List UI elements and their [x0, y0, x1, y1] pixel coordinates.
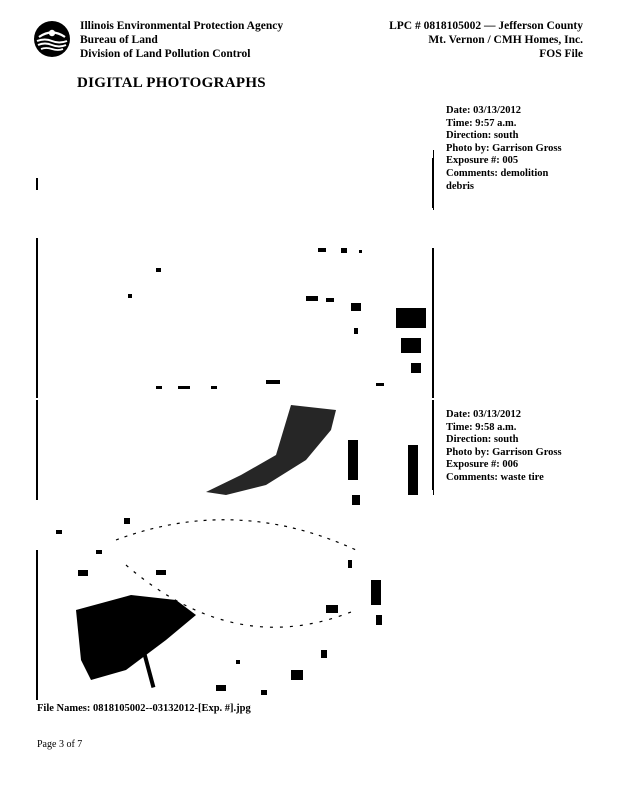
photo-direction: Direction: south — [446, 130, 519, 142]
photo-1-caption — [446, 105, 586, 193]
photo-date: Date: 03/13/2012 — [446, 409, 521, 420]
photo-time: Time: 9:57 a.m. — [446, 117, 517, 129]
photo-2-caption — [446, 409, 586, 485]
iepa-logo — [33, 20, 71, 58]
division-name: Division of Land Pollution Control — [80, 48, 251, 60]
photo-credit: Photo by: Garrison Gross — [446, 446, 562, 458]
photo-comments: Comments: waste tire — [446, 471, 544, 483]
photo-date: Date: 03/13/2012 — [446, 105, 521, 116]
lpc-number: LPC # 0818105002 — Jefferson County — [389, 20, 583, 32]
photo-exposure: Exposure #: 006 — [446, 459, 519, 471]
photo-exposure: Exposure #: 005 — [446, 155, 519, 167]
page-number: Page 3 of 7 — [37, 739, 83, 750]
site-name: Mt. Vernon / CMH Homes, Inc. — [428, 34, 583, 46]
photo-comments: Comments: demolition — [446, 167, 549, 179]
photo-credit: Photo by: Garrison Gross — [446, 142, 562, 154]
agency-header — [80, 19, 283, 61]
photo-1 — [36, 148, 436, 403]
photo-2 — [36, 400, 436, 700]
file-type: FOS File — [539, 48, 583, 60]
photo-divider — [433, 440, 434, 495]
photo-direction: Direction: south — [446, 434, 519, 446]
file-names: File Names: 0818105002--03132012-[Exp. #].jpg — [37, 703, 251, 714]
photo-time: Time: 9:58 a.m. — [446, 421, 517, 433]
agency-name: Illinois Environmental Protection Agency — [80, 20, 284, 32]
photo-comments-cont: debris — [446, 180, 475, 192]
photo-divider — [433, 150, 434, 210]
page-title: DIGITAL PHOTOGRAPHS — [77, 75, 266, 91]
bureau-name: Bureau of Land — [80, 34, 158, 46]
site-header — [389, 19, 583, 61]
